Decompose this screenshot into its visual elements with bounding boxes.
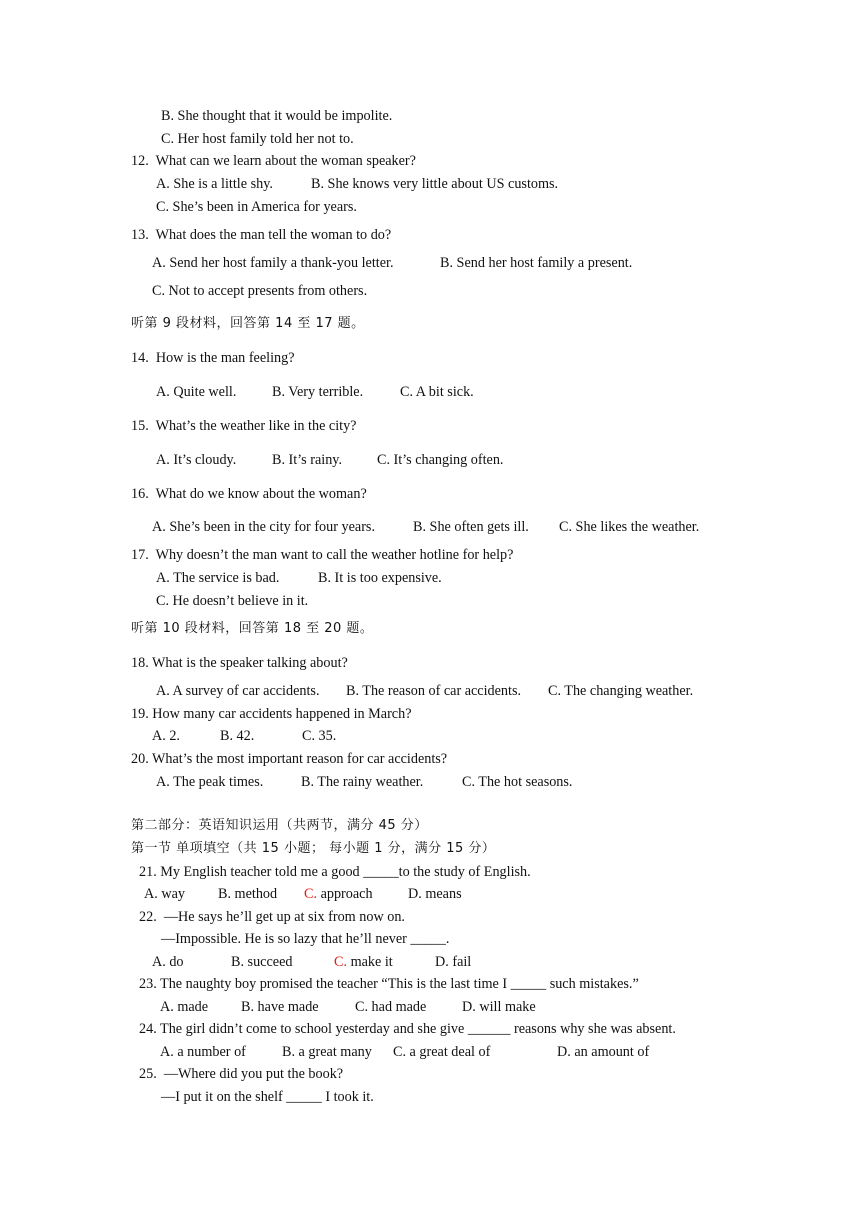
q14-option-c: C. A bit sick. [400,384,474,400]
q25-question: 25. —Where did you put the book? [139,1066,344,1082]
q20-option-c: C. The hot seasons. [462,774,573,790]
q12-question: 12. What can we learn about the woman speaker? [131,153,416,169]
section-instruction-9: 听第 9 段材料，回答第 14 至 17 题。 [131,316,365,331]
q16-question: 16. What do we know about the woman? [131,486,367,502]
q15-option-b: B. It’s rainy. [272,452,343,468]
q22-option-a: A. do [152,954,184,970]
q25-reply: —I put it on the shelf _____ I took it. [161,1089,374,1105]
q24-option-a: A. a number of [160,1044,246,1060]
q24-option-d: D. an amount of [557,1044,650,1060]
q18-option-a: A. A survey of car accidents. [156,683,320,699]
q15-option-c: C. It’s changing often. [377,452,504,468]
q20-option-a: A. The peak times. [156,774,264,790]
q14-option-b: B. Very terrible. [272,384,364,400]
q17-option-c: C. He doesn’t believe in it. [156,593,309,609]
q21-option-c: C. approach [304,886,373,902]
q17-option-a: A. The service is bad. [156,570,280,586]
q16-option-b: B. She often gets ill. [413,519,529,535]
q22-option-b: B. succeed [231,954,293,970]
q13-option-b: B. Send her host family a present. [440,255,633,271]
q12-option-a: A. She is a little shy. [156,176,273,192]
q13-option-c: C. Not to accept presents from others. [152,283,368,299]
q23-question: 23. The naughty boy promised the teacher “This is the last time I _____ such mistakes.” [139,976,639,992]
q24-option-c: C. a great deal of [393,1044,491,1060]
q22-option-d: D. fail [435,954,472,970]
q16-option-a: A. She’s been in the city for four years. [152,519,375,535]
q21-option-d: D. means [408,886,462,902]
q23-option-a: A. made [160,999,209,1015]
section-instruction-10: 听第 10 段材料，回答第 18 至 20 题。 [131,621,374,636]
q17-option-b: B. It is too expensive. [318,570,442,586]
q19-question: 19. How many car accidents happened in March? [131,706,412,722]
q19-option-c: C. 35. [302,728,337,744]
q22-reply: —Impossible. He is so lazy that he’ll never _____. [161,931,450,947]
q24-option-b: B. a great many [282,1044,372,1060]
part-two-heading: 第二部分：英语知识运用（共两节，满分 45 分） [131,818,428,833]
q12-option-b: B. She knows very little about US customs. [311,176,559,192]
q13-question: 13. What does the man tell the woman to do? [131,227,392,243]
q20-question: 20. What’s the most important reason for car accidents? [131,751,448,767]
q18-option-b: B. The reason of car accidents. [346,683,522,699]
q15-question: 15. What’s the weather like in the city? [131,418,357,434]
q22-option-c: C. make it [334,954,393,970]
q14-option-a: A. Quite well. [156,384,237,400]
q12-option-c: C. She’s been in America for years. [156,199,357,215]
answer-mark: C. [334,954,348,970]
q14-question: 14. How is the man feeling? [131,350,295,366]
q20-option-b: B. The rainy weather. [301,774,424,790]
answer-mark: C. [304,886,318,902]
q19-option-b: B. 42. [220,728,255,744]
q18-option-c: C. The changing weather. [548,683,694,699]
q23-option-c: C. had made [355,999,427,1015]
q16-option-c: C. She likes the weather. [559,519,700,535]
q21-option-b: B. method [218,886,278,902]
q11-option-c: C. Her host family told her not to. [161,131,354,147]
q17-question: 17. Why doesn’t the man want to call the weather hotline for help? [131,547,514,563]
q22-question: 22. —He says he’ll get up at six from now on. [139,909,405,925]
q18-question: 18. What is the speaker talking about? [131,655,348,671]
q19-option-a: A. 2. [152,728,180,744]
q11-option-b: B. She thought that it would be impolite. [161,108,393,124]
q13-option-a: A. Send her host family a thank-you letter. [152,255,394,271]
q23-option-b: B. have made [241,999,319,1015]
q21-option-a: A. way [144,886,185,902]
q23-option-d: D. will make [462,999,536,1015]
section-one-heading: 第一节 单项填空（共 15 小题； 每小题 1 分，满分 15 分） [131,841,496,856]
q21-question: 21. My English teacher told me a good _____to the study of English. [139,864,531,880]
q15-option-a: A. It’s cloudy. [156,452,237,468]
q24-question: 24. The girl didn’t come to school yesterday and she give ______ reasons why she was absent. [139,1021,676,1037]
